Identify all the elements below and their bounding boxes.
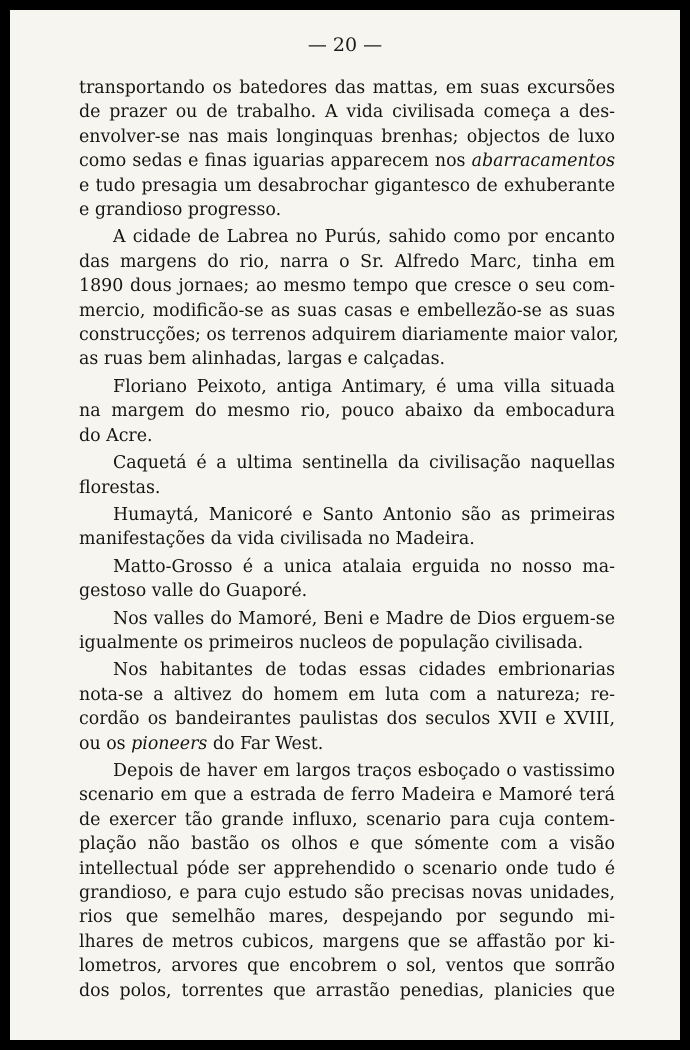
text-line: lhares de metros cubicos, margens que se affastão por ki- — [79, 931, 615, 952]
text-line: Matto-Grosso é a unica atalaia erguida no nosso ma- — [113, 556, 615, 577]
paragraph — [79, 76, 615, 222]
paragraph — [79, 503, 615, 552]
text-line: das margens do rio, narra o Sr. Alfredo Marc, tinha em — [79, 251, 615, 272]
text-line: e tudo presagia um desabrochar gigantesco de exhuberante — [79, 175, 615, 196]
text-line: Nos valles do Mamoré, Beni e Madre de Dios erguem-se — [113, 608, 615, 629]
text-line: de exercer tão grande influxo, scenario para cuja contem- — [79, 809, 615, 830]
text-line: construcções; os terrenos adquirem diariamente maior valor, — [79, 325, 619, 346]
text-line: envolver-se nas mais longinquas brenhas; objectos de luxo — [79, 126, 615, 147]
text-line: como sedas e finas iguarias apparecem nos abarracamentos — [79, 151, 615, 172]
text-line: de prazer ou de trabalho. A vida civilisada começa a des- — [79, 102, 615, 123]
paragraph — [79, 451, 615, 500]
paragraph — [79, 375, 615, 448]
text-line: 1890 dous jornaes; ao mesmo tempo que cresce o seu com- — [79, 276, 615, 297]
text-line: transportando os batedores das mattas, em suas excursões — [79, 78, 615, 98]
text-line: as ruas bem alinhadas, largas e calçadas. — [79, 349, 446, 370]
text-line: lometros, arvores que encobrem o sol, ventos que sопrão — [79, 956, 615, 977]
text-line: Depois de haver em largos traços esboçado o vastissimo — [113, 760, 615, 781]
text-line: A cidade de Labrea no Purús, sahido como por encanto — [113, 227, 615, 248]
paragraph — [79, 555, 615, 604]
book-page — [10, 10, 680, 1040]
paragraph — [79, 759, 615, 1003]
text-line: Humaytá, Manicoré e Santo Antonio são as primeiras — [113, 504, 615, 525]
text-line: igualmente os primeiros nucleos de população civilisada. — [79, 632, 584, 653]
text-line: scenario em que a estrada de ferro Madeira e Mamoré terá — [79, 785, 615, 806]
text-line: e grandioso progresso. — [79, 200, 282, 221]
text-line: dos polos, torrentes que arrastão penedias, planicies que — [79, 980, 615, 1001]
italic-term: abarracamentos — [471, 151, 615, 172]
paragraph — [79, 225, 619, 371]
paragraph — [79, 607, 615, 656]
text-line: gestoso valle do Guaporé. — [79, 581, 308, 602]
page-number: — 20 — — [307, 34, 383, 56]
text-line: Floriano Peixoto, antiga Antimary, é uma villa situada — [113, 376, 615, 397]
text-line: plação não bastão os olhos e que sómente com a visão — [79, 834, 615, 855]
text-line: manifestações da vida civilisada no Madeira. — [79, 529, 475, 550]
body-text — [79, 76, 619, 1006]
text-line: Caquetá é a ultima sentinella da civilisação naquellas — [113, 453, 615, 474]
text-line: ou os pioneers do Far West. — [79, 733, 324, 754]
text-line: rios que semelhão mares, despejando por segundo mi- — [79, 907, 615, 928]
paragraph — [79, 658, 615, 756]
text-line: florestas. — [79, 477, 161, 498]
text-line: cordão os bandeirantes paulistas dos seculos XVII e XVIII, — [79, 709, 615, 730]
italic-term: pioneers — [131, 733, 208, 754]
text-line: intellectual póde ser apprehendido o scenario onde tudo é — [79, 858, 615, 879]
text-line: Nos habitantes de todas essas cidades embrionarias — [113, 660, 615, 681]
text-line: do Acre. — [79, 425, 153, 446]
text-line: na margem do mesmo rio, pouco abaixo da embocadura — [79, 401, 615, 422]
text-line: mercio, modificão-se as suas casas e embellezão-se as suas — [79, 300, 615, 321]
text-line: nota-se a altivez do homem em luta com a natureza; re- — [79, 684, 615, 705]
text-line: grandioso, e para cujo estudo são precisas novas unidades, — [79, 883, 615, 903]
